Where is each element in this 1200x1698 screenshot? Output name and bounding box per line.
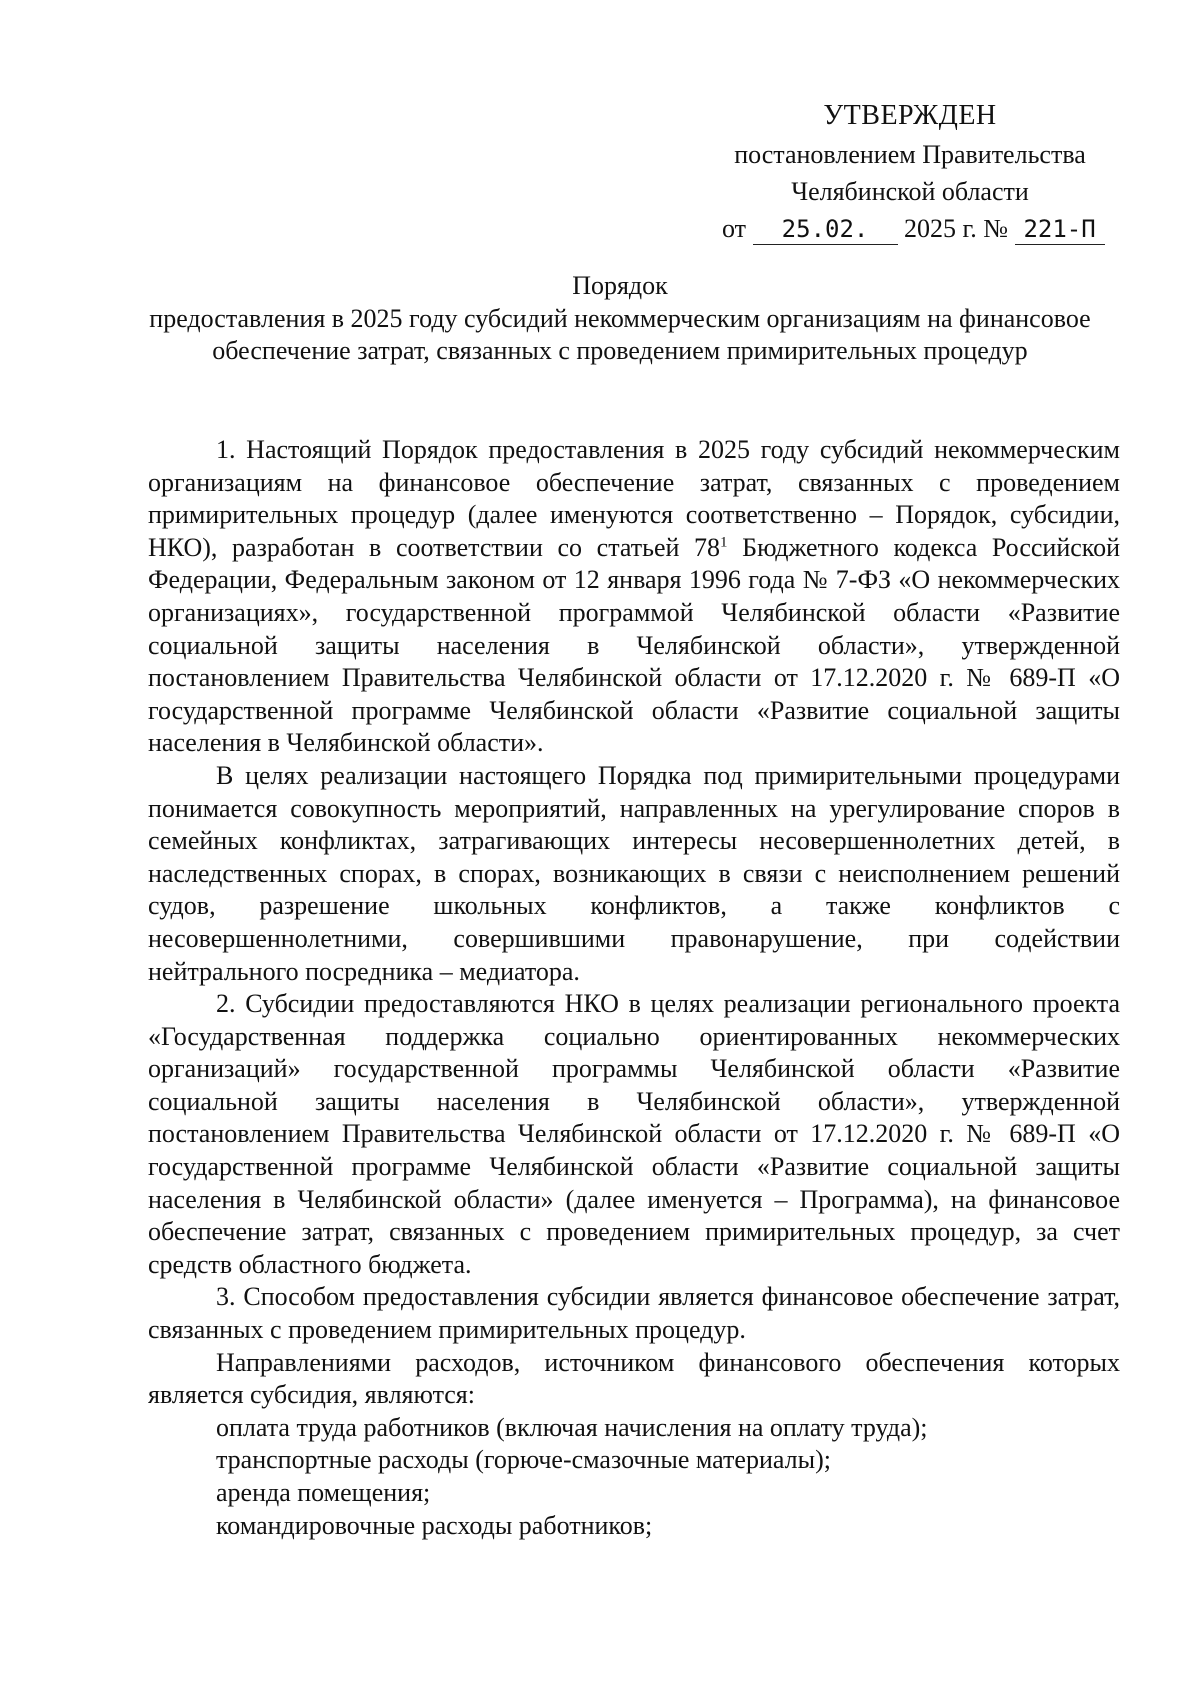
paragraph-1-part-1: 1. Настоящий Порядок предоставления в 2025 году субсидий некоммерческим организациям на финансовое обеспечение затрат, связанных с проведением примирительных процедур (далее именуются соответственно – Порядок, субсидии, НКО), разработан в соответствии со статьей 78 bbox=[148, 435, 1120, 562]
paragraph-3: 2. Субсидии предоставляются НКО в целях реализации регионального проекта «Государственная поддержка социально ориентированных некоммерческих организаций» государственной программы Челябинской области «Развитие социальной защиты населения в Челябинской области», утвержденной постановлением Правительства Челябинской области от 17.12.2020 г. № 689-П «О государственной программе Челябинской области «Развитие социальной защиты населения в Челябинской области» (далее именуется – Программа), на финансовое обеспечение затрат, связанных с проведением примирительных процедур, за счет средств областного бюджета. bbox=[148, 989, 1120, 1279]
list-item: командировочные расходы работников; bbox=[216, 1510, 653, 1540]
document-body bbox=[148, 434, 1120, 1542]
approval-stamp-block bbox=[700, 96, 1120, 247]
list-item: аренда помещения; bbox=[216, 1478, 431, 1507]
paragraph-1 bbox=[148, 434, 1120, 760]
list-item: оплата труда работников (включая начисления на оплату труда); bbox=[216, 1412, 928, 1442]
article-superscript: 1 bbox=[720, 534, 728, 551]
approval-line-1: постановлением Правительства bbox=[734, 140, 1086, 169]
approval-heading: УТВЕРЖДЕН bbox=[823, 100, 997, 131]
handwritten-date: 25.02. bbox=[753, 214, 898, 245]
title-line-2: предоставления в 2025 году субсидий некоммерческим организациям на финансовое обеспечение затрат, связанных с проведением примирительных процедур bbox=[149, 304, 1091, 365]
paragraph-5: Направлениями расходов, источником финансового обеспечения которых является субсидия, являются: bbox=[148, 1347, 1120, 1410]
approval-year: 2025 г. № bbox=[904, 214, 1009, 243]
list-item: транспортные расходы (горюче-смазочные материалы); bbox=[216, 1445, 831, 1475]
document-title bbox=[140, 270, 1100, 367]
paragraph-1-part-2: Бюджетного кодекса Российской Федерации, Федеральным законом от 12 января 1996 года № 7-ФЗ «О некоммерческих организациях», государственной программой Челябинской области «Развитие социальной защиты населения в Челябинской области», утвержденной постановлением Правительства Челябинской области от 17.12.2020 г. № 689-П «О государственной программе Челябинской области «Развитие социальной защиты населения в Челябинской области». bbox=[148, 532, 1121, 758]
approval-line-2: Челябинской области bbox=[791, 177, 1029, 206]
paragraph-4: 3. Способом предоставления субсидии является финансовое обеспечение затрат, связанных с проведением примирительных процедур. bbox=[148, 1282, 1120, 1345]
title-line-1: Порядок bbox=[572, 271, 668, 300]
approval-date-line bbox=[700, 210, 1120, 247]
paragraph-2: В целях реализации настоящего Порядка под примирительными процедурами понимается совокупность мероприятий, направленных на урегулирование споров в семейных конфликтах, затрагивающих интересы несовершеннолетних детей, в наследственных спорах, в спорах, возникающих в связи с неисполнением решений судов, разрешение школьных конфликтов, а также конфликтов с несовершеннолетними, совершившими правонарушение, при содействии нейтрального посредника – медиатора. bbox=[148, 760, 1120, 986]
date-prefix: от bbox=[722, 214, 747, 243]
handwritten-number: 221-П bbox=[1015, 214, 1105, 245]
